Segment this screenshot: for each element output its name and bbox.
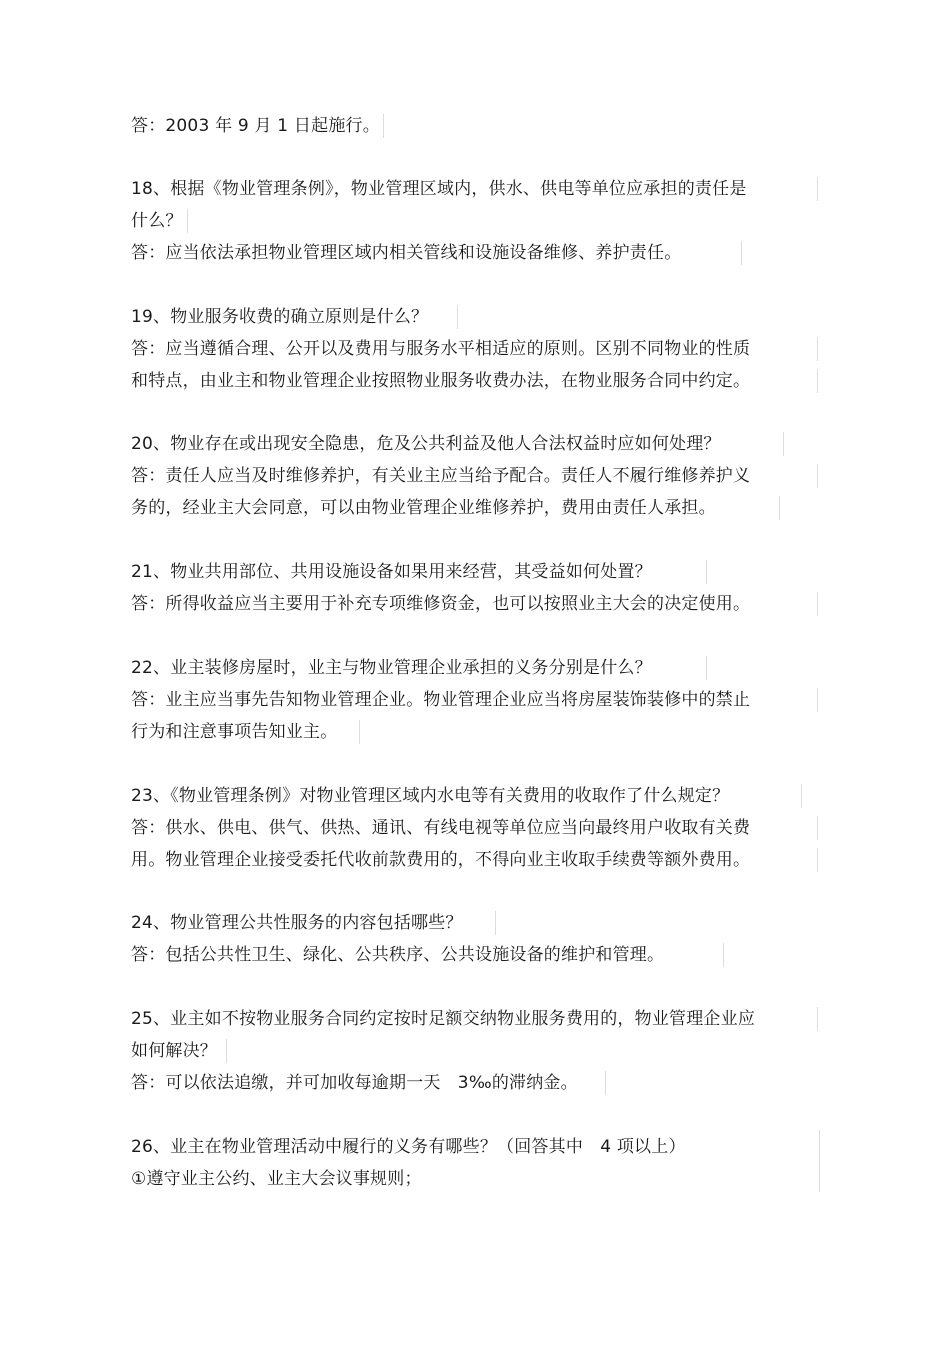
text-box-edge [817, 177, 818, 201]
text-box-edge [187, 209, 188, 233]
text-box-edge [819, 1130, 820, 1192]
question-25-line-1: 25、业主如不按物业服务合同约定按时足额交纳物业服务费用的，物业管理企业应 [131, 1009, 756, 1029]
answer-24: 答：包括公共性卫生、绿化、公共秩序、公共设施设备的维护和管理。 [131, 945, 665, 965]
answer-26-item-1: ①遵守业主公约、业主大会议事规则； [131, 1169, 422, 1189]
answer-21: 答：所得收益应当主要用于补充专项维修资金，也可以按照业主大会的决定使用。 [131, 594, 751, 614]
text-box-edge [706, 656, 707, 680]
question-18-line-1: 18、根据《物业管理条例》，物业管理区域内，供水、供电等单位应承担的责任是 [131, 179, 747, 199]
text-box-edge [817, 464, 818, 488]
answer-18: 答：应当依法承担物业管理区域内相关管线和设施设备维修、养护责任。 [131, 243, 682, 263]
text-box-edge [605, 1071, 606, 1095]
answer-23-line-1: 答：供水、供电、供气、供热、通讯、有线电视等单位应当向最终用户收取有关费 [131, 818, 751, 838]
question-26: 26、业主在物业管理活动中履行的义务有哪些？（回答其中 4 项以上） [131, 1137, 686, 1157]
question-20: 20、物业存在或出现安全隐患，危及公共利益及他人合法权益时应如何处理？ [131, 434, 721, 454]
text-box-edge [383, 114, 384, 138]
answer-22-line-1: 答：业主应当事先告知物业管理企业。物业管理企业应当将房屋装饰装修中的禁止 [131, 690, 751, 710]
answer-20-line-1: 答：责任人应当及时维修养护，有关业主应当给予配合。责任人不履行维修养护义 [131, 466, 751, 486]
question-21: 21、物业共用部位、共用设施设备如果用来经营，其受益如何处置？ [131, 562, 652, 582]
answer-20-line-2: 务的，经业主大会同意，可以由物业管理企业维修养护，费用由责任人承担。 [131, 498, 716, 518]
question-24: 24、物业管理公共性服务的内容包括哪些？ [131, 913, 463, 933]
question-18-line-2: 什么？ [131, 211, 183, 231]
text-box-edge [723, 943, 724, 967]
text-box-edge [779, 496, 780, 520]
answer-23-line-2: 用。物业管理企业接受委托代收前款费用的，不得向业主收取手续费等额外费用。 [131, 850, 751, 870]
text-box-edge [817, 1007, 818, 1031]
answer-17: 答：2003 年 9 月 1 日起施行。 [131, 116, 380, 136]
answer-22-line-2: 行为和注意事项告知业主。 [131, 722, 338, 742]
question-19: 19、物业服务收费的确立原则是什么？ [131, 307, 429, 327]
text-box-edge [817, 592, 818, 616]
answer-25: 答：可以依法追缴，并可加收每逾期一天 3‰的滞纳金。 [131, 1073, 578, 1093]
question-23: 23、《物业管理条例》对物业管理区域内水电等有关费用的收取作了什么规定？ [131, 786, 730, 806]
text-box-edge [783, 432, 784, 456]
question-25-line-2: 如何解决？ [131, 1041, 217, 1061]
text-box-edge [706, 560, 707, 584]
text-box-edge [817, 369, 818, 393]
text-box-edge [817, 337, 818, 361]
text-box-edge [359, 720, 360, 744]
answer-19-line-2: 和特点，由业主和物业管理企业按照物业服务收费办法，在物业服务合同中约定。 [131, 371, 751, 391]
text-box-edge [226, 1039, 227, 1063]
text-box-edge [817, 848, 818, 872]
text-box-edge [495, 911, 496, 935]
text-box-edge [817, 688, 818, 712]
text-box-edge [741, 241, 742, 265]
text-box-edge [801, 784, 802, 808]
text-box-edge [457, 305, 458, 329]
answer-19-line-1: 答：应当遵循合理、公开以及费用与服务水平相适应的原则。区别不同物业的性质 [131, 339, 751, 359]
question-22: 22、业主装修房屋时，业主与物业管理企业承担的义务分别是什么？ [131, 658, 652, 678]
text-box-edge [817, 816, 818, 840]
